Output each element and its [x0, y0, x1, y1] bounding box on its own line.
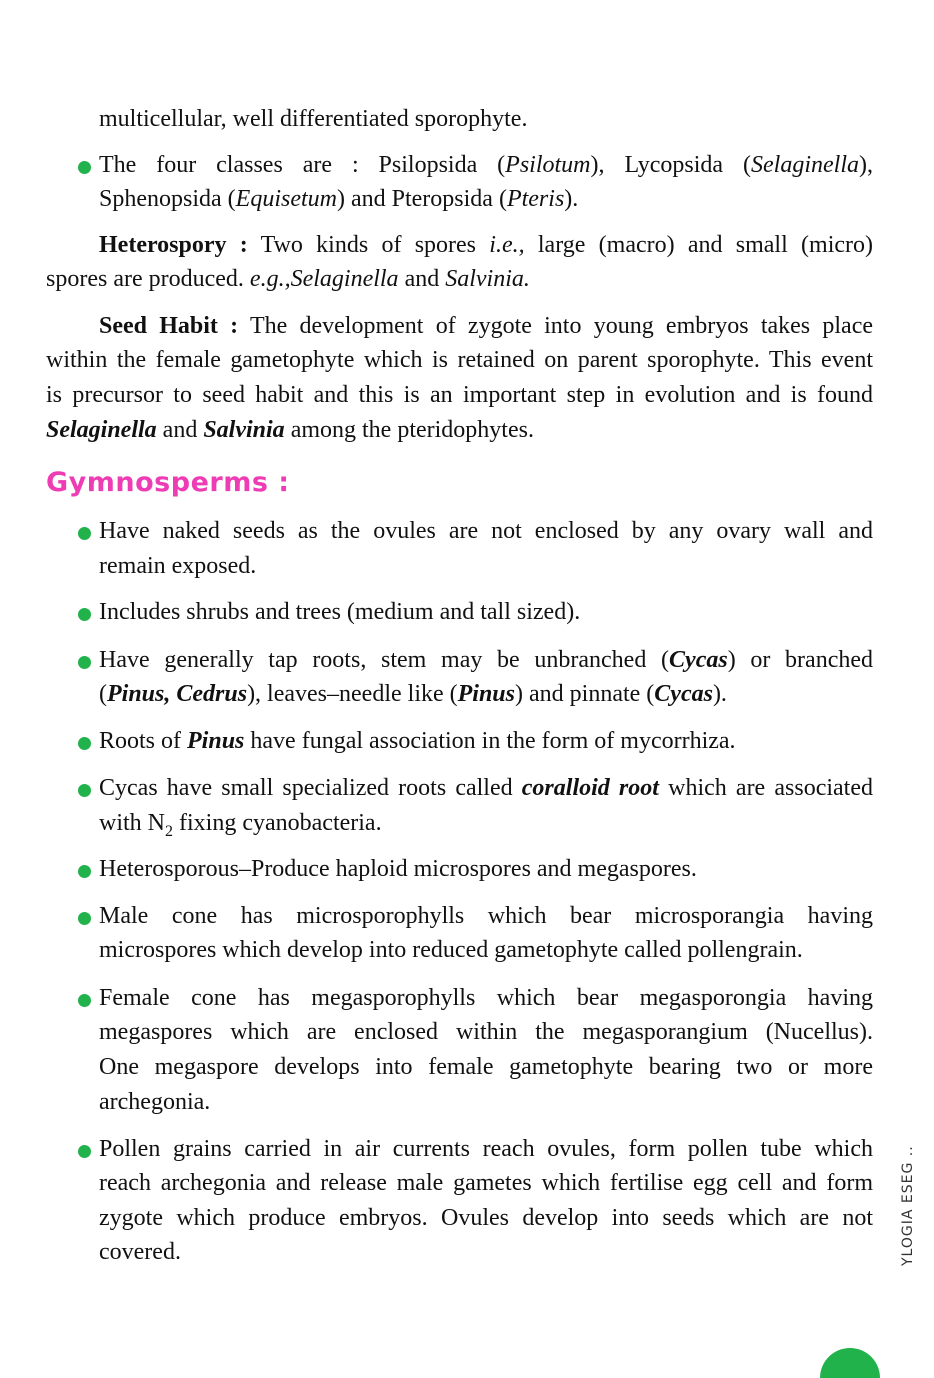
- classes-line-1: The four classes are : Psilopsida (Psilotum), Lycopsida (Selaginella),: [99, 152, 873, 178]
- gymno-bullet-5-line-2: with $N_2$ fixing cyanobacteria.: [99, 810, 382, 840]
- seed-habit-line-3: is precursor to seed habit and this is an important step in evolution and is found: [46, 382, 873, 408]
- gymno-bullet-7-line-2: microspores which develop into reduced gametophyte called pollengrain.: [99, 937, 803, 963]
- seed-habit-line-1: Seed Habit : The development of zygote into young embryos takes place: [99, 313, 873, 339]
- bullet-icon: [78, 994, 91, 1007]
- gymno-bullet-8-line-4: archegonia.: [99, 1089, 211, 1115]
- gymno-bullet-8-line-1: Female cone has megasporophylls which bear megasporongia having: [99, 985, 873, 1011]
- gymno-bullet-1-line-1: Have naked seeds as the ovules are not enclosed by any ovary wall and: [99, 518, 873, 544]
- gymno-bullet-4: Roots of Pinus have fungal association in the form of mycorrhiza.: [99, 728, 736, 754]
- bullet-icon: [78, 737, 91, 750]
- heterospory-line-1: Heterospory : Two kinds of spores i.e., large (macro) and small (micro): [99, 232, 873, 258]
- bullet-icon: [78, 161, 91, 174]
- gymno-bullet-9-line-1: Pollen grains carried in air currents reach ovules, form pollen tube which: [99, 1136, 873, 1162]
- gymno-bullet-5-line-1: Cycas have small specialized roots called coralloid root which are associated: [99, 775, 873, 801]
- page-corner-decoration: [820, 1348, 880, 1378]
- seed-habit-line-2: within the female gametophyte which is retained on parent sporophyte. This event: [46, 347, 873, 373]
- bullet-icon: [78, 608, 91, 621]
- seed-habit-line-4: Selaginella and Salvinia among the pteridophytes.: [46, 417, 534, 443]
- gymno-bullet-8-line-3: One megaspore develops into female gametophyte bearing two or more: [99, 1054, 873, 1080]
- section-heading: Gymnosperms :: [46, 467, 290, 498]
- bullet-icon: [78, 1145, 91, 1158]
- gymno-bullet-9-line-4: covered.: [99, 1239, 181, 1265]
- gymno-bullet-1-line-2: remain exposed.: [99, 553, 257, 579]
- bullet-icon: [78, 656, 91, 669]
- bullet-icon: [78, 527, 91, 540]
- gymno-bullet-9-line-2: reach archegonia and release male gametes which fertilise egg cell and form: [99, 1170, 873, 1196]
- gymno-bullet-2: Includes shrubs and trees (medium and tall sized).: [99, 599, 581, 625]
- gymno-bullet-8-line-2: megaspores which are enclosed within the megasporangium (Nucellus).: [99, 1019, 873, 1045]
- gymno-bullet-3-line-2: (Pinus, Cedrus), leaves–needle like (Pinus) and pinnate (Cycas).: [99, 681, 727, 707]
- gymno-bullet-9-line-3: zygote which produce embryos. Ovules develop into seeds which are not: [99, 1205, 873, 1231]
- bullet-icon: [78, 912, 91, 925]
- gymno-bullet-3-line-1: Have generally tap roots, stem may be unbranched (Cycas) or branched: [99, 647, 874, 673]
- gymno-bullet-6: Heterosporous–Produce haploid microspores and megaspores.: [99, 856, 697, 882]
- side-watermark: YLOGIA ESEG ..: [900, 1145, 916, 1266]
- classes-line-2: Sphenopsida (Equisetum) and Pteropsida (Pteris).: [99, 186, 579, 212]
- heterospory-line-2: spores are produced. e.g.,Selaginella and Salvinia.: [46, 266, 530, 292]
- text-line: multicellular, well differentiated sporophyte.: [99, 106, 528, 132]
- bullet-icon: [78, 784, 91, 797]
- gymno-bullet-7-line-1: Male cone has microsporophylls which bear microsporangia having: [99, 903, 873, 929]
- bullet-icon: [78, 865, 91, 878]
